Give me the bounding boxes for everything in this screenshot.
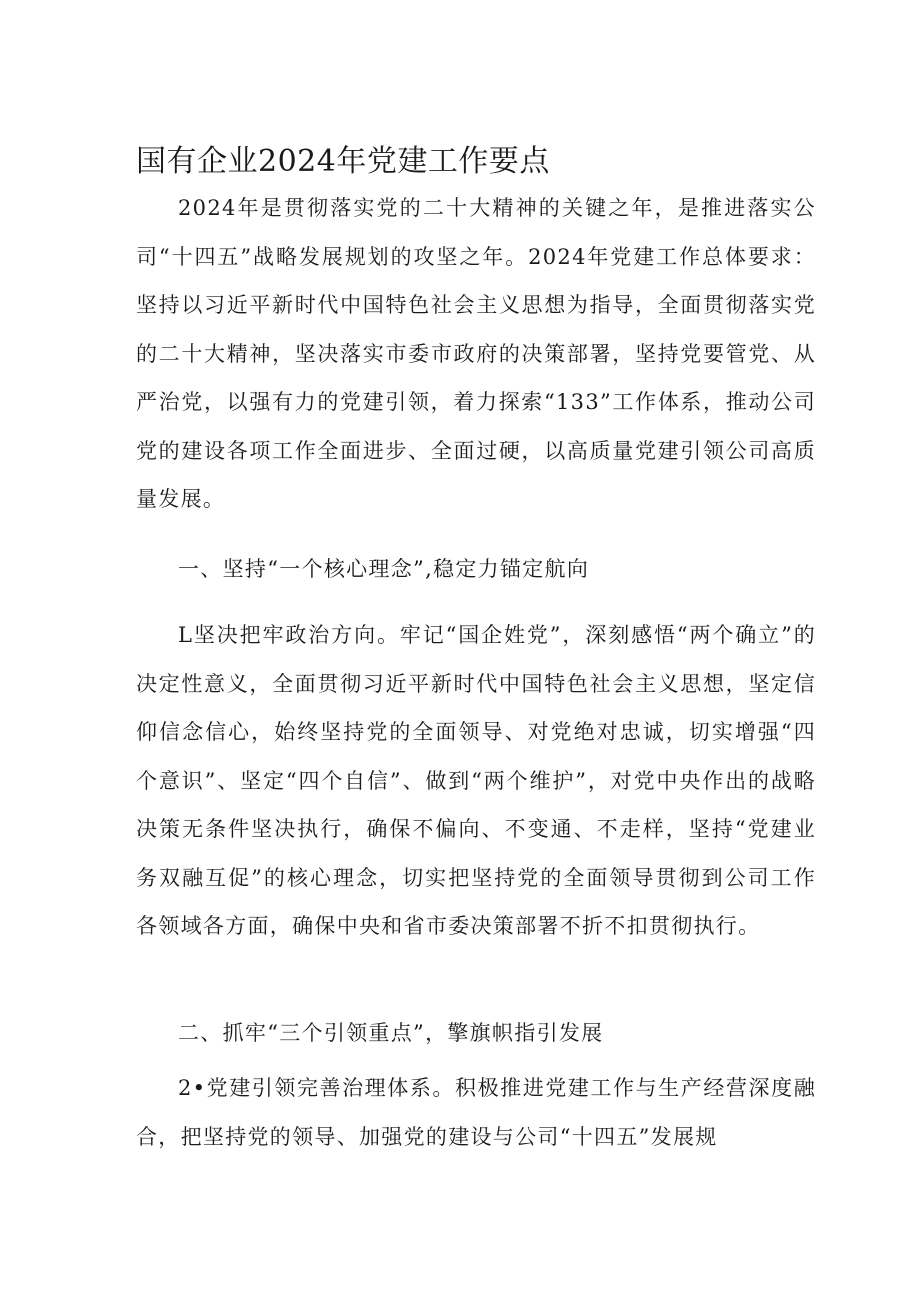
document-title: 国有企业2024年党建工作要点 bbox=[136, 144, 550, 179]
section-1-item-1-paragraph: L坚决把牢政治方向。牢记“国企姓党”，深刻感悟“两个确立”的决定性意义，全面贯彻习近平新时代中国特色社会主义思想，坚定信仰信念信心，始终坚持党的全面领导、对党绝对忠诚，切实增强“四个意识”、坚定“四个自信”、做到“两个维护”，对党中央作出的战略决策无条件坚决执行，确保不偏向、不变通、不走样，坚持“党建业务双融互促”的核心理念，切实把坚持党的全面领导贯彻到公司工作各领域各方面，确保中央和省市委决策部署不折不扣贯彻执行。 bbox=[136, 623, 816, 938]
intro-paragraph: 2024年是贯彻落实党的二十大精神的关键之年，是推进落实公司“十四五”战略发展规划的攻坚之年。2024年党建工作总体要求：坚持以习近平新时代中国特色社会主义思想为指导，全面贯彻落实党的二十大精神，坚决落实市委市政府的决策部署，坚持党要管党、从严治党，以强有力的党建引领，着力探索“133”工作体系，推动公司党的建设各项工作全面进步、全面过硬，以高质量党建引领公司高质量发展。 bbox=[136, 196, 816, 511]
section-2-heading: 二、抓牢“三个引领重点”，擎旗帜指引发展 bbox=[178, 1021, 604, 1045]
section-2-item-2-paragraph: 2•党建引领完善治理体系。积极推进党建工作与生产经营深度融合，把坚持党的领导、加强党的建设与公司“十四五”发展规 bbox=[136, 1076, 816, 1149]
section-1-heading: 一、坚持“一个核心理念”,稳定力锚定航向 bbox=[178, 557, 590, 581]
